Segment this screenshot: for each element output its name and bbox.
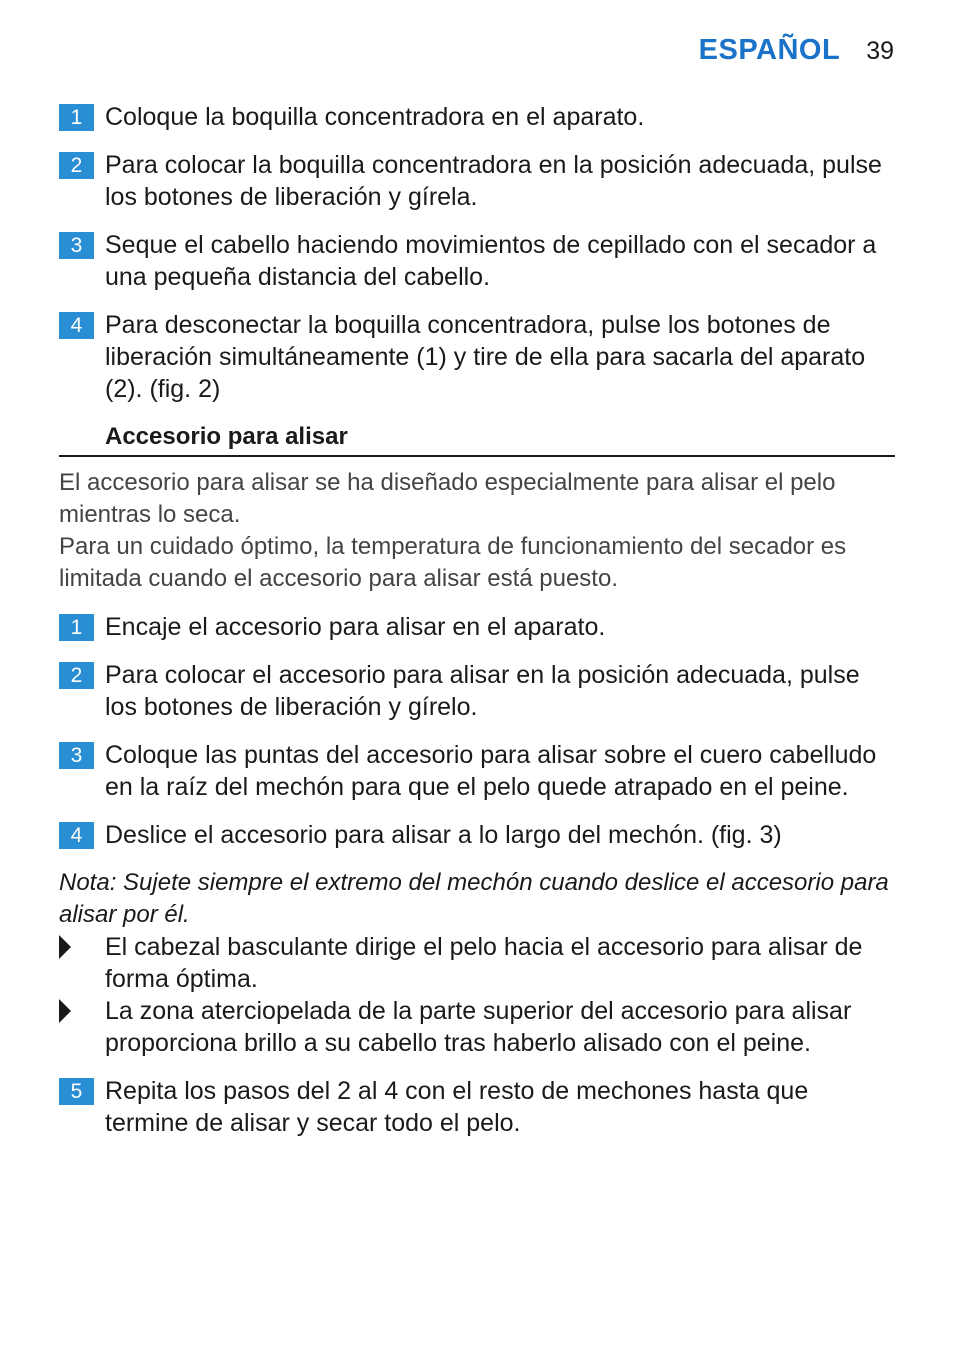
step-number-badge: 1 xyxy=(59,614,94,641)
section-intro-2: Para un cuidado óptimo, la temperatura de funcionamiento del secador es limitada cuando el accesorio para alisar está puesto. xyxy=(59,533,847,592)
step-text: Encaje el accesorio para alisar en el aparato. xyxy=(105,613,606,641)
bullet-arrow-icon xyxy=(59,935,71,959)
section-intro-1: El accesorio para alisar se ha diseñado especialmente para alisar el pelo mientras lo seca. xyxy=(59,469,836,528)
step-number-badge: 4 xyxy=(59,822,94,849)
bullet-list xyxy=(59,931,895,1059)
bullet-text: La zona aterciopelada de la parte superior del accesorio para alisar proporciona brillo a su cabello tras haberlo alisado con el peine. xyxy=(105,997,852,1057)
page-content xyxy=(59,101,895,1155)
step-text: Repita los pasos del 2 al 4 con el resto de mechones hasta que termine de alisar y secar todo el pelo. xyxy=(105,1077,809,1137)
step-text: Coloque la boquilla concentradora en el aparato. xyxy=(105,103,645,131)
step-text: Para colocar el accesorio para alisar en la posición adecuada, pulse los botones de liberación y gírelo. xyxy=(105,661,860,721)
section-title: Accesorio para alisar xyxy=(105,423,348,450)
bullet-text: El cabezal basculante dirige el pelo hacia el accesorio para alisar de forma óptima. xyxy=(105,933,863,993)
step-a-2 xyxy=(59,149,895,213)
step-number-badge: 3 xyxy=(59,742,94,769)
language-label: ESPAÑOL xyxy=(698,34,841,66)
note-text: Nota: Sujete siempre el extremo del mechón cuando deslice el accesorio para alisar por él. xyxy=(59,869,889,928)
step-text: Coloque las puntas del accesorio para alisar sobre el cuero cabelludo en la raíz del mechón para que el pelo quede atrapado en el peine. xyxy=(105,741,877,801)
step-number-badge: 2 xyxy=(59,662,94,689)
step-b-3 xyxy=(59,739,895,803)
step-a-3 xyxy=(59,229,895,293)
bullet-item xyxy=(59,995,895,1059)
page-header xyxy=(699,34,894,67)
step-b-2 xyxy=(59,659,895,723)
step-text: Para desconectar la boquilla concentradora, pulse los botones de liberación simultáneamente (1) y tire de ella para sacarla del aparato (2). (fig. 2) xyxy=(105,311,866,403)
step-c-5 xyxy=(59,1075,895,1139)
step-text: Seque el cabello haciendo movimientos de cepillado con el secador a una pequeña distancia del cabello. xyxy=(105,231,877,291)
bullet-item xyxy=(59,931,895,995)
page-number: 39 xyxy=(866,37,894,65)
step-number-badge: 2 xyxy=(59,152,94,179)
step-text: Deslice el accesorio para alisar a lo largo del mechón. (fig. 3) xyxy=(105,821,782,849)
step-b-1 xyxy=(59,611,895,643)
step-number-badge: 1 xyxy=(59,104,94,131)
step-a-1 xyxy=(59,101,895,133)
step-number-badge: 3 xyxy=(59,232,94,259)
section-divider xyxy=(59,455,895,457)
step-number-badge: 4 xyxy=(59,312,94,339)
step-b-4 xyxy=(59,819,895,851)
step-a-4 xyxy=(59,309,895,405)
step-number-badge: 5 xyxy=(59,1078,94,1105)
step-text: Para colocar la boquilla concentradora en la posición adecuada, pulse los botones de liberación y gírela. xyxy=(105,151,882,211)
bullet-arrow-icon xyxy=(59,999,71,1023)
